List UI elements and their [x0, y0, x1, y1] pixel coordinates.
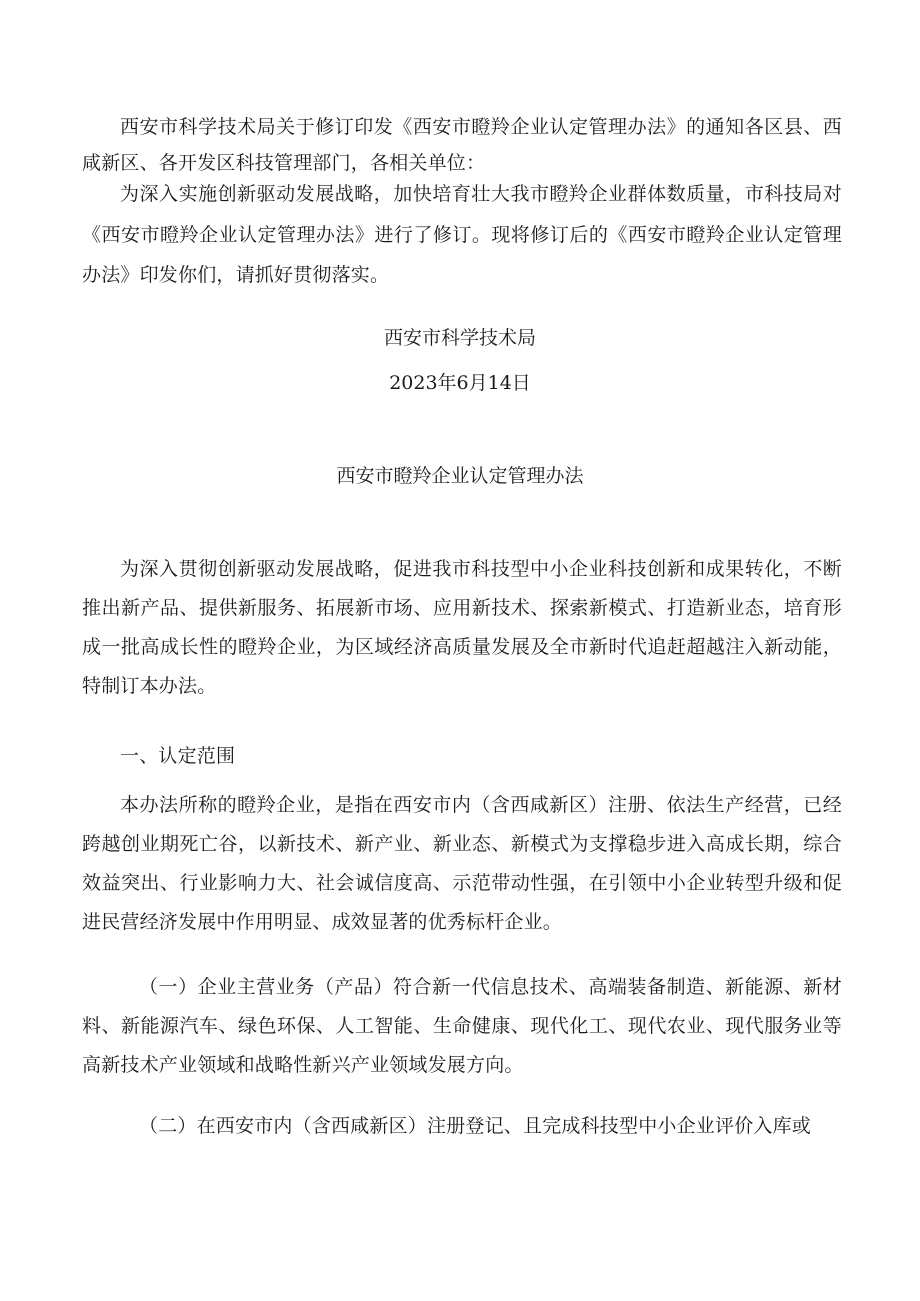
regulation-title: 西安市瞪羚企业认定管理办法: [336, 465, 584, 487]
notice-date: 2023年6月14日: [389, 372, 531, 394]
regulation-item-2: （二）在西安市内（含西咸新区）注册登记、且完成科技型中小企业评价入库或: [139, 1115, 812, 1137]
notice-opening: 西安市科学技术局关于修订印发《西安市瞪羚企业认定管理办法》的通知各区县、西咸新区、各开发区科技管理部门，各相关单位：: [82, 116, 842, 174]
section-heading: 一、认定范围: [120, 745, 236, 767]
regulation-item-1: （一）企业主营业务（产品）符合新一代信息技术、高端装备制造、新能源、新材料、新能源汽车、绿色环保、人工智能、生命健康、现代化工、现代农业、现代服务业等高新技术产业领域和战略性新兴产业领域发展方向。: [82, 976, 842, 1076]
notice-signature: 西安市科学技术局: [383, 327, 536, 349]
regulation-preamble: 为深入贯彻创新驱动发展战略，促进我市科技型中小企业科技创新和成果转化，不断推出新产品、提供新服务、拓展新市场、应用新技术、探索新模式、打造新业态，培育形成一批高成长性的瞪羚企业，为区域经济高质量发展及全市新时代追赶超越注入新动能，特制订本办法。: [82, 558, 842, 697]
notice-body: 为深入实施创新驱动发展战略，加快培育壮大我市瞪羚企业群体数质量，市科技局对《西安市瞪羚企业认定管理办法》进行了修订。现将修订后的《西安市瞪羚企业认定管理办法》印发你们，请抓好贯彻落实。: [82, 183, 842, 286]
section-body: 本办法所称的瞪羚企业，是指在西安市内（含西咸新区）注册、依法生产经营，已经跨越创业期死亡谷，以新技术、新产业、新业态、新模式为支撑稳步进入高成长期，综合效益突出、行业影响力大、社会诚信度高、示范带动性强，在引领中小企业转型升级和促进民营经济发展中作用明显、成效显著的优秀标杆企业。: [82, 794, 842, 933]
